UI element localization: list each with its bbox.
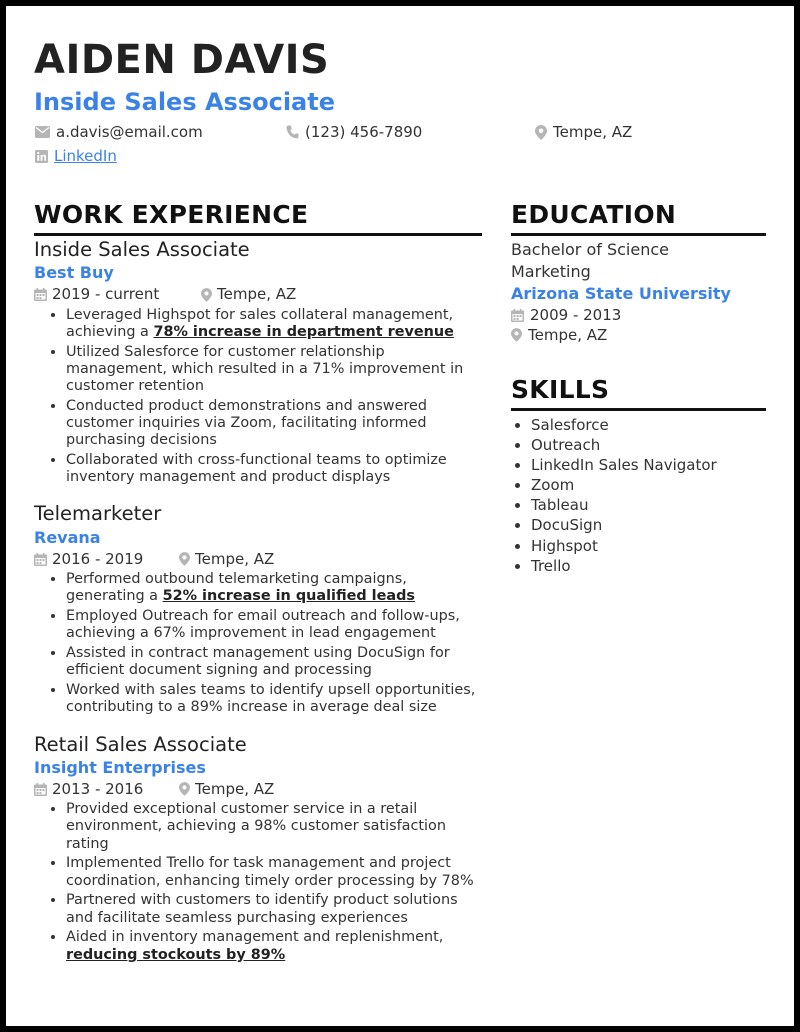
list-item: • Collaborated with cross-functional teams to optimize inventory management and product displays	[66, 452, 484, 486]
company-name: Revana	[34, 527, 101, 547]
school-name: Arizona State University	[511, 284, 731, 303]
contact-location	[535, 123, 632, 141]
job-dates	[34, 550, 179, 570]
list-item: • Employed Outreach for email outreach and follow-ups, achieving a 67% improvement in lead engagement	[66, 608, 484, 642]
phone-icon	[286, 125, 299, 139]
education-location-text: Tempe, AZ	[528, 326, 608, 344]
job-meta	[34, 780, 484, 800]
job-bullets	[34, 307, 484, 487]
map-pin-icon	[535, 125, 547, 140]
email-text: a.davis@email.com	[56, 123, 203, 141]
location-text: Tempe, AZ	[553, 123, 633, 141]
job-location	[201, 285, 296, 305]
job-entry	[34, 238, 484, 486]
skill-item: • Zoom	[531, 475, 771, 495]
candidate-title: Inside Sales Associate	[34, 88, 335, 116]
job-dates-text: 2016 - 2019	[52, 549, 144, 568]
skill-item: • LinkedIn Sales Navigator	[531, 455, 771, 475]
job-dates	[34, 780, 179, 800]
list-item: • Performed outbound telemarketing campaigns, generating a 52% increase in qualified leads	[66, 571, 484, 605]
envelope-icon	[35, 126, 50, 138]
list-item: • Implemented Trello for task management and project coordination, enhancing timely order processing by 78%	[66, 855, 484, 889]
job-location-text: Tempe, AZ	[195, 779, 275, 798]
education-heading: EDUCATION	[511, 200, 677, 229]
linkedin-link[interactable]: LinkedIn	[54, 147, 117, 165]
education-block	[511, 239, 771, 345]
skills-heading: SKILLS	[511, 375, 610, 404]
skill-item: • Outreach	[531, 435, 771, 455]
list-item: • Assisted in contract management using DocuSign for efficient document signing and processing	[66, 645, 484, 679]
linkedin-icon	[35, 150, 48, 163]
education-dates-text: 2009 - 2013	[530, 306, 622, 324]
map-pin-icon	[179, 782, 190, 796]
degree: Bachelor of Science	[511, 240, 669, 259]
work-experience-list	[34, 238, 484, 980]
job-dates-text: 2013 - 2016	[52, 779, 144, 798]
list-item: • Utilized Salesforce for customer relationship management, which resulted in a 71% improvement in customer retention	[66, 344, 484, 396]
work-heading-rule	[34, 233, 482, 236]
job-entry	[34, 502, 484, 716]
contact-email	[35, 123, 203, 141]
job-bullets	[34, 801, 484, 964]
candidate-name: AIDEN DAVIS	[34, 37, 330, 83]
job-dates-text: 2019 - current	[52, 285, 160, 304]
calendar-icon	[34, 783, 47, 796]
company-name: Insight Enterprises	[34, 757, 206, 777]
list-item: • Worked with sales teams to identify upsell opportunities, contributing to a 89% increase in average deal size	[66, 682, 484, 716]
skill-item: • Tableau	[531, 495, 771, 515]
skill-item: • Highspot	[531, 536, 771, 556]
map-pin-icon	[179, 552, 190, 566]
calendar-icon	[34, 288, 47, 301]
company-name: Best Buy	[34, 263, 114, 283]
job-dates	[34, 285, 201, 305]
job-entry	[34, 733, 484, 964]
calendar-icon	[511, 309, 524, 322]
list-item: • Leveraged Highspot for sales collateral management, achieving a 78% increase in department revenue	[66, 307, 484, 341]
job-location	[179, 780, 274, 800]
job-meta	[34, 550, 484, 570]
list-item: • Partnered with customers to identify product solutions and facilitate seamless purchasing experiences	[66, 892, 484, 926]
education-dates	[511, 305, 771, 325]
list-item: • Provided exceptional customer service in a retail environment, achieving a 98% customer satisfaction rating	[66, 801, 484, 853]
job-title: Retail Sales Associate	[34, 732, 247, 756]
skill-item: • Salesforce	[531, 415, 771, 435]
skill-item: • DocuSign	[531, 515, 771, 535]
phone-text: (123) 456-7890	[305, 123, 423, 141]
list-item: • Aided in inventory management and replenishment, reducing stockouts by 89%	[66, 929, 484, 963]
job-bullets	[34, 571, 484, 716]
job-title: Telemarketer	[34, 502, 162, 526]
job-location-text: Tempe, AZ	[195, 549, 275, 568]
education-heading-rule	[511, 233, 766, 236]
calendar-icon	[34, 553, 47, 566]
skills-heading-rule	[511, 408, 766, 411]
contact-linkedin	[35, 147, 117, 165]
map-pin-icon	[511, 328, 522, 342]
work-experience-heading: WORK EXPERIENCE	[34, 200, 309, 229]
list-item: • Conducted product demonstrations and answered customer inquiries via Zoom, facilitating informed purchasing decisions	[66, 398, 484, 450]
skill-item: • Trello	[531, 556, 771, 576]
skills-list	[511, 415, 771, 576]
map-pin-icon	[201, 288, 212, 302]
job-location-text: Tempe, AZ	[217, 285, 297, 304]
job-title: Inside Sales Associate	[34, 238, 250, 261]
job-location	[179, 550, 274, 570]
education-location	[511, 325, 771, 345]
contact-phone	[286, 123, 422, 141]
skills-block	[511, 415, 771, 576]
job-meta	[34, 285, 484, 305]
resume-page	[6, 6, 794, 1026]
field-of-study: Marketing	[511, 262, 591, 281]
